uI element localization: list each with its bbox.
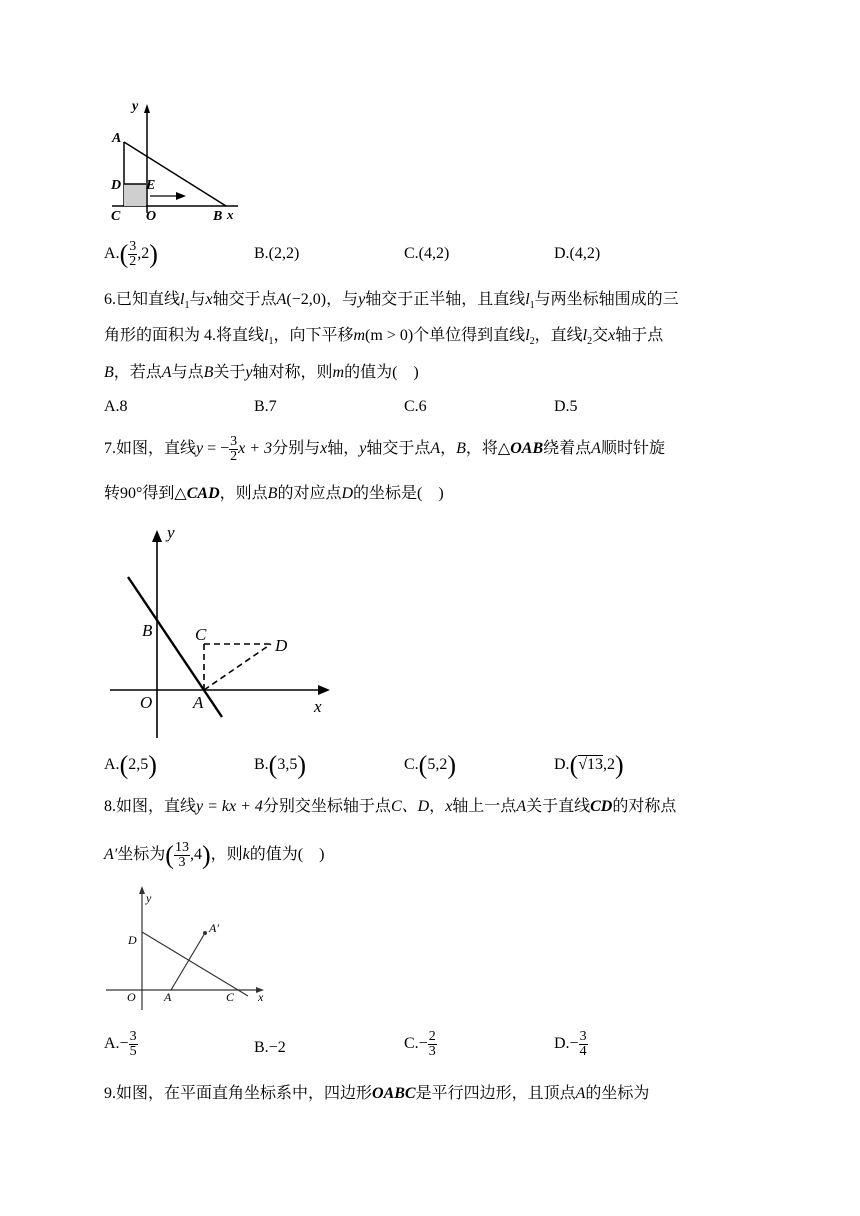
fig7-label-d: D (275, 636, 288, 655)
fig7-label-o: O (140, 693, 153, 712)
fig7-label-x: x (314, 697, 322, 716)
fig8-label-y: y (146, 891, 152, 905)
fig1-label-d: D (111, 178, 122, 193)
fig8-label-o: O (127, 990, 136, 1004)
fig1-label-y: y (132, 99, 139, 114)
q8-line2: A′坐标为( $\frac{13}{3}$ ,4)，则k的值为( ) (104, 840, 325, 870)
q7-option-a[interactable]: A.(2,5) (104, 750, 157, 780)
q6-option-d[interactable]: D.5 (554, 398, 578, 415)
figure-q5 (0, 0, 860, 230)
fig8-label-c: C (226, 990, 235, 1004)
q7-option-c[interactable]: C.(5,2) (404, 750, 457, 780)
q7-option-d[interactable]: D.(√13,2) (554, 750, 624, 780)
q6-option-a[interactable]: A.8 (104, 398, 128, 415)
q5-option-a[interactable]: A.( $\frac{3}{2}$ ,2) (104, 239, 158, 269)
q8-option-c[interactable]: C.− $\frac{2}{3}$ (404, 1029, 436, 1059)
fig1-label-a: A (112, 131, 122, 146)
q8-line1: 8.如图，直线y = kx + 4分别交坐标轴于点C、D，x轴上一点A关于直线CD的对称点 (104, 798, 677, 815)
q5-option-d[interactable]: D.(4,2) (554, 245, 601, 262)
fig8-label-a: A (164, 990, 172, 1004)
q6-option-b[interactable]: B.7 (254, 398, 277, 415)
q8-option-a[interactable]: A.− $\frac{3}{5}$ (104, 1029, 137, 1059)
q8-option-b[interactable]: B.−2 (254, 1039, 286, 1056)
q5-option-b[interactable]: B.(2,2) (254, 245, 300, 262)
q6-line3: B，若点A与点B关于y轴对称，则m的值为( ) (104, 364, 419, 381)
q6-line2: 角形的面积为 4.将直线$l_1$，向下平移m(m > 0)个单位得到直线$l_2$，直线$l_2$交x轴于点 (104, 327, 664, 348)
fig1-label-c: C (111, 209, 121, 224)
fig1-label-o: O (146, 209, 157, 224)
q7-option-b[interactable]: B.(3,5) (254, 750, 307, 780)
fig8-label-d: D (128, 933, 137, 947)
figure-q7 (0, 520, 860, 750)
fig1-label-b: B (213, 209, 223, 224)
fig1-label-x: x (227, 207, 234, 222)
q9-line1: 9.如图，在平面直角坐标系中，四边形OABC是平行四边形，且顶点A的坐标为 (104, 1085, 650, 1102)
q7-line2: 转90°得到△CAD，则点B的对应点D的坐标是( ) (104, 485, 444, 502)
fig1-label-e: E (146, 178, 156, 193)
fig8-label-x: x (258, 990, 264, 1004)
fig7-label-b: B (142, 621, 153, 640)
fig8-label-aprime: A′ (209, 921, 219, 935)
q6-line1: 6.已知直线$l_1$与x轴交于点A(−2,0)，与y轴交于正半轴，且直线$l_1$与两坐标轴围成的三 (104, 291, 679, 312)
q8-option-d[interactable]: D.− $\frac{3}{4}$ (554, 1029, 587, 1059)
fig7-label-y: y (167, 523, 175, 542)
q5-option-c[interactable]: C.(4,2) (404, 245, 450, 262)
fig7-label-c: C (195, 625, 207, 644)
fig7-label-a: A (193, 693, 204, 712)
figure-q8 (0, 880, 860, 1020)
q6-option-c[interactable]: C.6 (404, 398, 427, 415)
q7-line1: 7.如图，直线y = − $\frac{3}{2}$ x + 3分别与x轴，y轴交于点A，B，将△OAB绕着点A顺时针旋 (104, 434, 665, 464)
